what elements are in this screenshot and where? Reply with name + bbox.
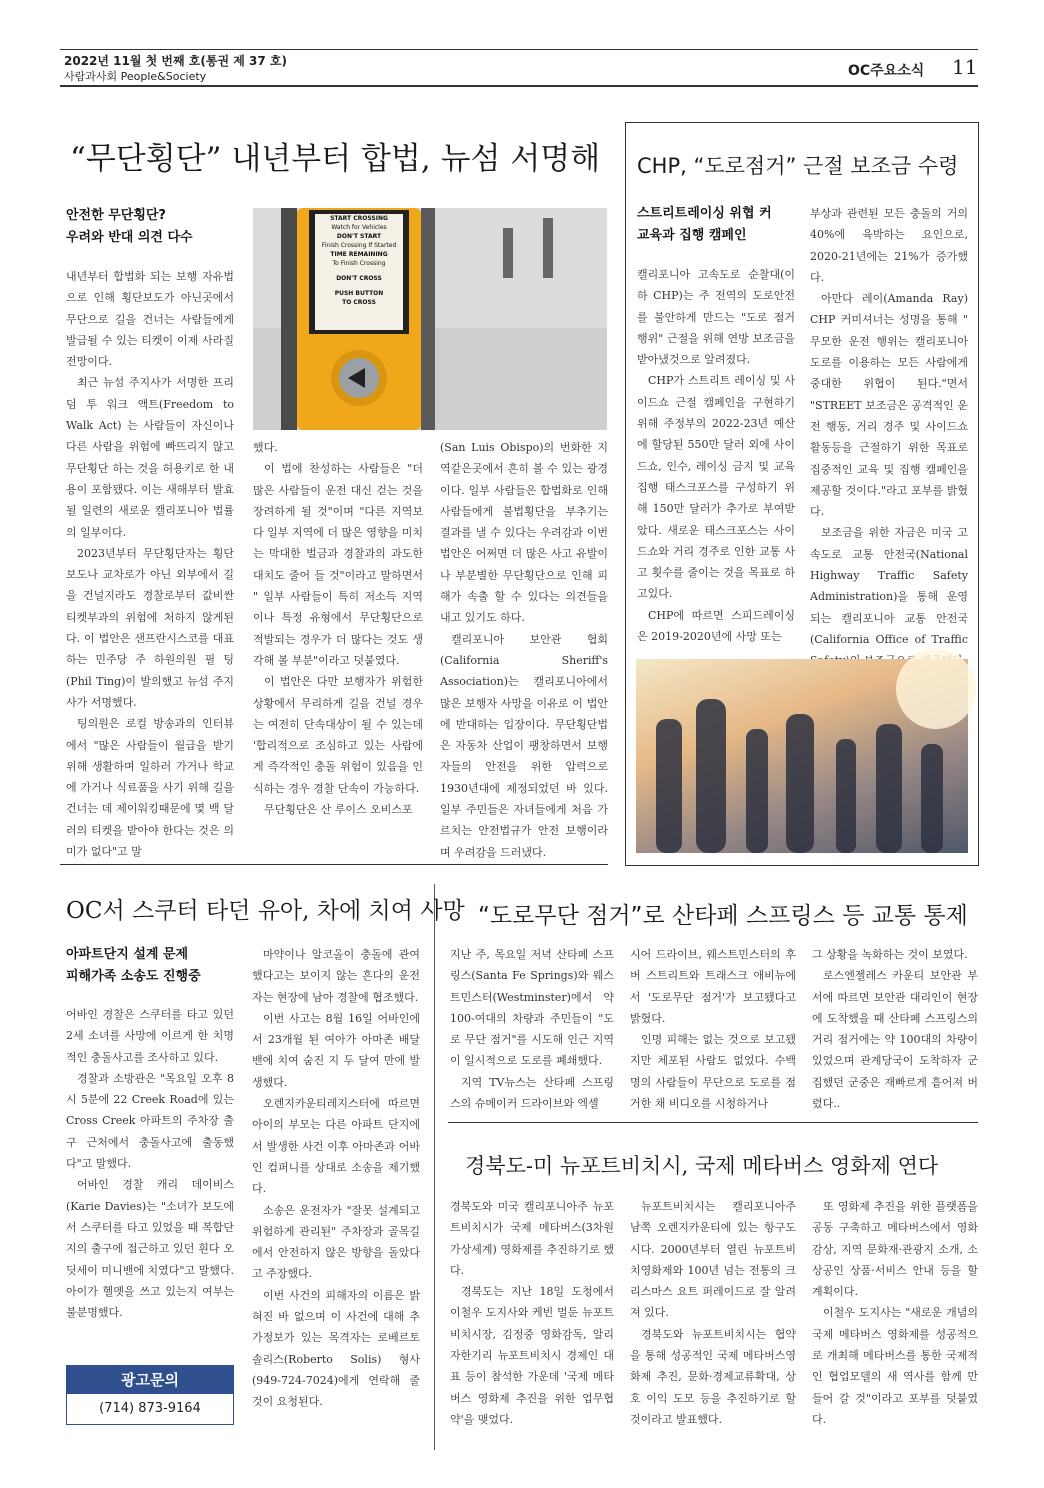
section-name: OC주요소식 — [848, 63, 925, 79]
paragraph: 뉴포트비치시는 캘리포니아주 남쪽 오렌지카운티에 있는 항구도시다. 2000년부터 열린 뉴포트비치영화제와 100년 넘는 전통의 크리스마스 요트 퍼레이드로 잘 알려져 있다. — [630, 1200, 796, 1320]
article3-subhead — [66, 944, 246, 988]
article4-col2 — [630, 944, 796, 1114]
paragraph: 이번 사건의 피해자의 이름은 밝혀진 바 없으며 이 사건에 대해 추가정보가 있는 목격자는 로베르토 솔리스(Roberto Solis) 형사(949-724-7024)에게 연락해 줄 것이 요청된다. — [252, 1288, 420, 1409]
article5-headline: 경북도-미 뉴포트비치시, 국제 메타버스 영화제 연다 — [465, 1154, 939, 1178]
paragraph: 내년부터 합법화 되는 보행 자유법으로 인해 횡단보도가 아닌곳에서 무단으로 길을 건너는 사람들에게 발급될 수 있는 티켓이 이제 사라질 전망이다. — [66, 270, 234, 369]
paragraph: 캘리포니아 보안관 협회(California Sheriff's Association)는 캘리포니아에서 많은 보행자 사망을 이유로 이 법안에 반대하는 입장이다. 무단횡단법은 자동차 산업이 팽창하면서 보행자들의 안전을 위한 압력으로 1930년대에 제정되었던 바 있다. 일부 주민들은 자녀들에게 처음 가르치는 안전법규가 안전 보행이라며 우려감을 드러냈다. — [440, 632, 608, 859]
paragraph: (San Luis Obispo)의 번화한 지역같은곳에서 흔히 볼 수 있는 광경이다. 일부 사람들은 합법화로 인해 사람들에게 불법횡단을 부추기는 결과를 낼 수 있다는 우려감과 이번 법안은 어쩌면 더 많은 사고 유발이나 부분별한 무단횡단으로 인해 피해가 속출 할 수 있다는 의견들을 내고 있기도 하다. — [440, 441, 608, 625]
paragraph: 2023년부터 무단횡단자는 횡단보도나 교차로가 아닌 외부에서 길을 건널지라도 경찰로부터 값비싼 티켓부과의 위험에 처하지 않게된다. 이 법안은 샌프란시스코를 대표하는 민주당 주 하원의원 필 팅(Phil Ting)이 발의했고 뉴섬 주지사가 서명했다. — [66, 546, 234, 709]
paragraph: 오렌지카운티레지스터에 따르면 아이의 부모는 다른 아파트 단지에서 발생한 사건 이후 아마존과 어바인 컴퍼니를 상대로 소송을 제기했다. — [252, 1097, 420, 1196]
subhead-line: 피해가족 소송도 진행중 — [66, 969, 201, 984]
paragraph: 이철우 도지사는 "새로운 개념의 국제 메타버스 영화제를 성공적으로 개최해 메타버스를 통한 국제적인 협업모델의 새 역사를 함께 만들어 갈 것"이라고 포부를 덧붙였다. — [812, 1306, 978, 1426]
paragraph: 시어 드라이브, 웨스트민스터의 후버 스트리트와 트래스크 애비뉴에서 '도로무단 점거'가 보고됐다고 밝혔다. — [630, 948, 796, 1025]
paragraph: 경북도와 미국 캘리포니아주 뉴포트비치시가 국제 메타버스(3차원 가상세계) 영화제를 추진하기로 했다. — [450, 1200, 614, 1277]
subhead-line: 우려와 반대 의견 다수 — [66, 230, 193, 245]
article1-col3 — [440, 437, 608, 862]
article1-col2 — [253, 437, 423, 862]
crosswalk-photo-art — [253, 208, 607, 430]
paragraph: 했다. — [253, 441, 278, 454]
paragraph: 경북도와 뉴포트비치시는 협약을 통해 성공적인 국제 메타버스영화제 추진, 문화·경제교류확대, 상호 이익 도모 등을 추진하기로 할 것이라고 발표했다. — [630, 1327, 796, 1426]
article2-headline: CHP, “도로점거” 근절 보조금 수령 — [637, 154, 959, 178]
divider — [60, 864, 608, 865]
paragraph: 캘리포니아 고속도로 순찰대(이하 CHP)는 주 전역의 도로안전를 불안하게 만드는 "도로 점거 행위" 근절을 위해 연방 보조금을 받아냈것으로 알려졌다. — [637, 268, 795, 367]
paragraph: CHP가 스트리트 레이싱 및 사이드쇼 근절 캠페인을 구현하기 위해 주정부의 2022-23년 예산에 할당된 550만 달러 외에 사이드쇼, 인수, 레이싱 금지 및 교육 집행 태스크포스를 구성하기 위해 150만 달러가 추가로 부여받았다. 새로운 태스크포스는 사이드쇼와 거리 경주로 인한 교통 사고 횟수를 줄이는 것을 목표로 하고있다. — [637, 374, 795, 601]
paragraph: 이번 사고는 8월 16일 어바인에서 23개월 된 여아가 아마존 배달 밴에 치여 숨진 지 두 달여 만에 발생했다. — [252, 1011, 420, 1089]
crowd-photo-art — [636, 659, 968, 853]
subhead-line: 교육과 집행 캠페인 — [637, 228, 747, 243]
article5-col2 — [630, 1196, 796, 1436]
article2-col2 — [810, 203, 968, 647]
paragraph: 로스엔젤레스 카운티 보안관 부서에 따르면 보안관 대리인이 현장에 도착했을 때 산타페 스프링스의 거리 점거에는 약 100대의 차량이 있었으며 관계당국이 도착하자 군집했던 군중은 재빠르게 흩어져 버렸다.. — [812, 969, 978, 1111]
page-number: 11 — [952, 55, 978, 79]
divider — [448, 1122, 978, 1123]
paragraph: 팅의원은 로컬 방송과의 인터뷰에서 "많은 사람들이 월급을 받기 위해 생활하며 일하러 가거나 학교에 가거나 식료품을 사기 위해 길을 건너는 데 제이워킹때문에 몇 백 달러의 티켓을 받아야 한다는 것은 의미가 없다"고 말 — [66, 717, 234, 859]
paragraph: 어바인 경찰은 스쿠터를 타고 있던 2세 소녀를 사망에 이르게 한 치명적인 충돌사고를 조사하고 있다. — [66, 1008, 234, 1064]
header-bottom-rule — [60, 85, 978, 87]
issue-info: 2022년 11월 첫 번째 호(통권 제 37 호) — [64, 54, 287, 68]
crosswalk-button-photo — [253, 208, 607, 430]
paragraph: CHP에 따르면 스피드레이싱은 2019-2020년에 사망 또는 — [637, 608, 795, 644]
publication-name: 사람과사회 People&Society — [64, 70, 207, 83]
article3-headline: OC서 스쿠터 타던 유아, 차에 치여 사망 — [66, 898, 465, 924]
paragraph: 이 법안은 다만 보행자가 위험한 상황에서 무리하게 길을 건널 경우는 여전히 단속대상이 될 수 있는데 '합리적으로 조심하고 있는 사람에게 즉각적인 충돌 위험이 있음을 인식하는 경우 경찰 단속이 가능하다. — [253, 675, 423, 795]
column-divider — [434, 884, 435, 1450]
paragraph: 무단횡단은 산 루이스 오비스포 — [264, 803, 413, 817]
paragraph: 마약이나 알코올이 충돌에 관여했다고는 보이지 않는 흔다의 운전자는 현장에 남아 경찰에 협조했다. — [252, 948, 420, 1004]
header-top-rule — [60, 49, 978, 50]
article5-col1 — [450, 1196, 614, 1436]
paragraph: 소송은 운전자가 "잘못 설계되고 위험하게 관리된" 주차장과 골목길에서 안전하지 않은 방향을 돌았다고 주장했다. — [252, 1203, 420, 1281]
article2-col1 — [637, 264, 795, 644]
subhead-line: 안전한 무단횡단? — [66, 208, 166, 223]
paragraph: 아만다 레이(Amanda Ray) CHP 커미셔너는 성명을 통해 " 무모한 운전 행위는 캘리포니아 도로를 이용하는 모든 사람에게 중대한 위협이 된다."면서 "STREET 보조금은 공격적인 운전 행동, 거리 경주 및 사이드쇼 활동등을 근절하기 위한 목표로 집중적인 교육 및 집행 캠페인을 제공할 것이다."라고 포부를 밝혔다. — [810, 292, 968, 519]
article1-subhead — [66, 205, 246, 249]
paragraph: 지역 TV뉴스는 산타페 스프링스의 슈메이커 드라이브와 엑셀 — [450, 1075, 614, 1111]
article3-col2 — [252, 944, 420, 1434]
paragraph: 최근 뉴섬 주지사가 서명한 프리덤 투 워크 액트(Freedom to Walk Act) 는 사람들이 자신이나 다른 사람을 위험에 빠뜨리지 않고 무단횡단 하는 것을 허용키로 한 내용이 포함됐다. 이는 새해부터 발효될 일련의 새로운 캘리포니아 법률의 일부이다. — [66, 376, 234, 539]
article3-col1 — [66, 1004, 234, 1349]
article4-col1 — [450, 944, 614, 1114]
subhead-line: 아파트단지 설계 문제 — [66, 947, 189, 962]
article5-col3 — [812, 1196, 978, 1436]
subhead-line: 스트리트레이싱 위협 커 — [637, 206, 772, 221]
paragraph: 인명 피해는 없는 것으로 보고됐지만 체포된 사람도 없었다. 수백 명의 사람들이 무단으로 도로를 점거한 채 비디오를 시청하거나 — [630, 1033, 796, 1111]
paragraph: 그 상황을 녹화하는 것이 보였다. — [812, 948, 968, 961]
article4-headline: “도로무단 점거”로 산타페 스프링스 등 교통 통제 — [478, 903, 968, 929]
ad-phone: (714) 873-9164 — [99, 1401, 201, 1416]
ad-title: 광고문의 — [67, 1366, 233, 1394]
crowd-walking-photo — [636, 659, 968, 853]
article1-col1 — [66, 266, 234, 861]
paragraph: 또 영화제 추진을 위한 플랫폼을 공동 구축하고 메타버스에서 영화감상, 지역 문화재·관광지 소개, 소상공인 상품·서비스 안내 등을 할 계획이다. — [812, 1200, 978, 1299]
article4-col3 — [812, 944, 978, 1114]
paragraph: 지난 주, 목요일 저녁 산타페 스프링스(Santa Fe Springs)와 웨스트민스터(Westminster)에서 약 100-여대의 차량과 주민들이 "도로 무단 점거"를 시도해 인근 지역이 일시적으로 도로를 폐쇄했다. — [450, 948, 614, 1068]
article2-subhead — [637, 203, 807, 247]
paragraph: 보조금을 위한 자금은 미국 고속도로 교통 안전국(National Highway Traffic Safety Administration)을 통해 운영되는 캘리포니아 교통 안전국(California Office of Traffic — [810, 526, 968, 646]
paragraph: 부상과 관련된 모든 충돌의 거의 40%에 육박하는 요인으로, 2020-21년에는 21%가 증가했다. — [810, 207, 968, 284]
crosswalk-sign-text: START CROSSING Watch for Vehicles DON'T START Finish Crossing If Started TIME REMAINING To Finish Crossing DON'T CROSS PUSH BUTTON TO CROSS — [321, 215, 397, 306]
paragraph: 경찰과 소방관은 "목요일 오후 8시 5분에 22 Creek Road에 있는 Cross Creek 아파트의 주차장 출구 근처에서 충돌사고에 출동했다"고 말했다. — [66, 1071, 234, 1171]
ad-box — [66, 1365, 234, 1425]
paragraph: 경북도는 지난 18일 도청에서 이철우 도지사와 케빈 멀둔 뉴포트비치시장, 김정중 영화감독, 알리 자한기리 뉴포트비치시 경제인 대표 등이 참석한 가운데 '국제 메타버스 영화제 추진을 위한 업무협약'을 맺었다. — [450, 1285, 614, 1426]
paragraph: 어바인 경찰 캐리 데이비스(Karie Davies)는 "소녀가 보도에서 스쿠터를 타고 있었을 때 복합단지의 출구에 접근하고 있던 흰다 오딧세이 미니밴에 치였다"고 말했다. 아이가 헬멧을 쓰고 있는지 여부는 불분명했다. — [66, 1178, 234, 1320]
paragraph: 이 법에 찬성하는 사람들은 "더 많은 사람들이 운전 대신 걷는 것을 장려하게 될 것"이며 "다른 지역보다 일부 지역에 더 많은 영향을 미치는 막대한 벌금과 경찰과의 과도한 대치도 줄어 들 것"이라고 말하면서 " 일부 사람들이 특히 저소득 지역이나 특정 유형에서 무단횡단으로 적발되는 경우가 더 많다는 것도 생각해 볼 부분"이라고 덧붙였다. — [253, 462, 423, 667]
article1-headline: “무단횡단” 내년부터 합법, 뉴섬 서명해 — [70, 141, 601, 177]
